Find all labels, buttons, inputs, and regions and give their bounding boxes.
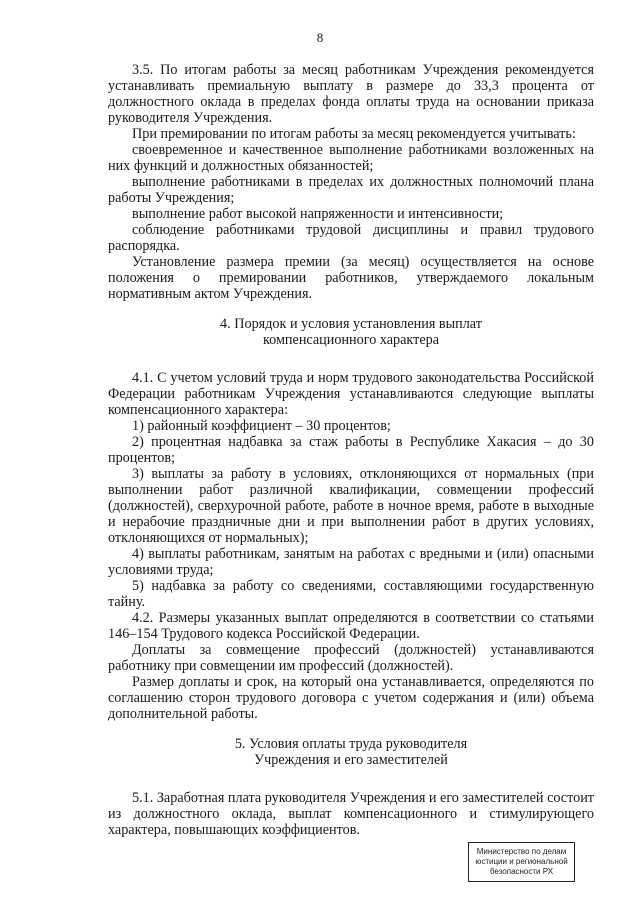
ministry-stamp — [468, 842, 575, 882]
paragraph-consider: При премировании по итогам работы за месяц рекомендуется учитывать: — [132, 126, 576, 142]
section-5-heading-line2: Учреждения и его заместителей — [254, 752, 448, 768]
payment-item-3: 3) выплаты за работу в условиях, отклоняющихся от нормальных (при выполнении работ различной квалификации, совмещении профессий (должностей), сверхурочной работе, работе в ночное время, работе в выходные и нерабочие праздничные дни и при выполнении работ в других условиях, отклоняющихся от нормальных); — [108, 466, 594, 546]
payment-item-4: 4) выплаты работникам, занятым на работах с вредными и (или) опасными условиями труда; — [108, 546, 594, 578]
criteria-item-duties: выполнение работниками в пределах их должностных полномочий плана работы Учреждения; — [108, 174, 594, 206]
payment-item-1: 1) районный коэффициент – 30 процентов; — [132, 418, 391, 434]
document-body — [108, 62, 594, 838]
paragraph-4-2: 4.2. Размеры указанных выплат определяются в соответствии со статьями 146–154 Трудового кодекса Российской Федерации. — [108, 610, 594, 642]
section-4-heading-line2: компенсационного характера — [262, 332, 440, 348]
payment-item-5: 5) надбавка за работу со сведениями, составляющими государственную тайну. — [108, 578, 594, 610]
paragraph-bonus-size: Установление размера премии (за месяц) осуществляется на основе положения о премировании работников, утверждаемого локальным нормативным актом Учреждения. — [108, 254, 594, 302]
paragraph-combining: Доплаты за совмещение профессий (должностей) устанавливаются работнику при совмещении им профессий (должностей). — [108, 642, 594, 674]
paragraph-4-1: 4.1. С учетом условий труда и норм трудового законодательства Российской Федерации работникам Учреждения устанавливаются следующие выплаты компенсационного характера: — [108, 370, 594, 418]
criteria-item-discipline: соблюдение работниками трудовой дисциплины и правил трудового распорядка. — [108, 222, 594, 254]
stamp-line1: Министерство по делам — [476, 847, 567, 856]
page-number: 8 — [316, 30, 324, 45]
paragraph-amount: Размер доплаты и срок, на который она устанавливается, определяются по соглашению сторон трудового договора с учетом содержания и (или) объема дополнительной работы. — [108, 674, 594, 722]
section-5-heading-line1: 5. Условия оплаты труда руководителя — [234, 736, 468, 752]
stamp-line3: безопасности РХ — [489, 867, 554, 876]
paragraph-3-5: 3.5. По итогам работы за месяц работникам Учреждения рекомендуется устанавливать премиальную выплату в размере до 33,3 процента от должностного оклада в пределах фонда оплаты труда на основании приказа руководителя Учреждения. — [108, 62, 594, 126]
section-4-heading-line1: 4. Порядок и условия установления выплат — [220, 316, 482, 332]
stamp-line2: юстиции и региональной — [475, 857, 568, 866]
criteria-item-intensity: выполнение работ высокой напряженности и интенсивности; — [132, 206, 504, 222]
payment-item-2: 2) процентная надбавка за стаж работы в Республике Хакасия – до 30 процентов; — [108, 434, 594, 466]
criteria-item-timely: своевременное и качественное выполнение работниками возложенных на них функций и должностных обязанностей; — [108, 142, 594, 174]
paragraph-5-1: 5.1. Заработная плата руководителя Учреждения и его заместителей состоит из должностного оклада, выплат компенсационного и стимулирующего характера, повышающих коэффициентов. — [108, 790, 595, 838]
